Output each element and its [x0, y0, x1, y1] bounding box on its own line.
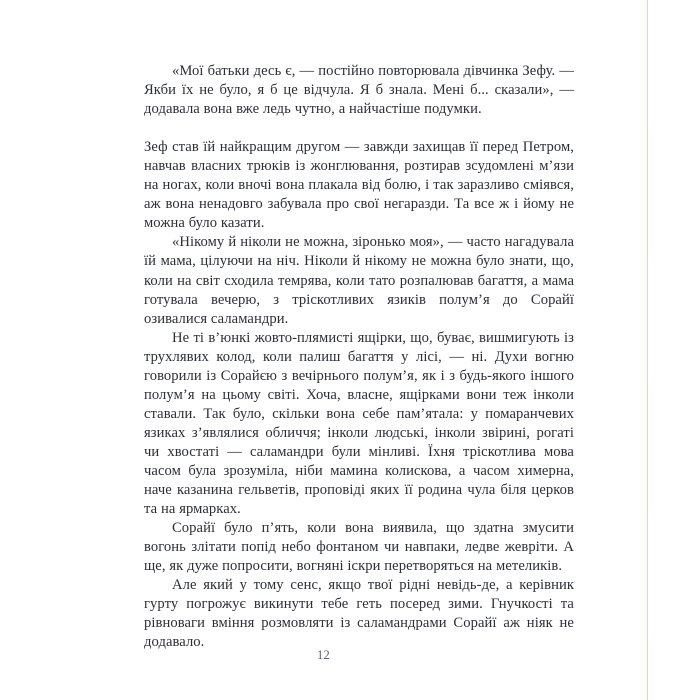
- page-edge-line: [647, 0, 648, 700]
- page-number: 12: [317, 648, 330, 662]
- paragraph: «Нікому й ніколи не можна, зіронько моя», — часто нагадувала їй мама, цілуючи на ніч. Ніколи й нікому не можна було знати, що, коли на світ сходила темрява, коли тато розпалював багаття, а мама готувала вечерю, з тріскотливих язиків полум’я до Сорайї озивалися саламандри.: [144, 234, 574, 327]
- paragraph: Сорайї було п’ять, коли вона виявила, що здатна змусити вогонь злітати попід небо фонтаном чи навпаки, ледве жевріти. А ще, як дуже попросити, вогняні іскри перетворяться на метеликів.: [144, 520, 574, 575]
- paragraph: Але який у тому сенс, якщо твої рідні невідь-де, а керівник гурту погрожує викинути тебе геть посеред зими. Гнучкості та рівноваги вміння розмовляти із саламандрами Сорайї аж ніяк не додавало.: [144, 577, 574, 651]
- paragraph: «Мої батьки десь є, — постійно повторювала дівчинка Зефу. — Якби їх не було, я б це відчула. Я б знала. Мені б... сказали», — додавала вона вже ледь чутно, а найчастіше подумки.: [144, 63, 574, 118]
- paragraph: Не ті в’юнкі жовто-плямисті ящірки, що, буває, вишмигують із трухлявих колод, коли палиш багаття у лісі, — ні. Духи вогню говорили із Сорайєю з вечірнього полум’я, як і з будь-якого іншого полум’я на цьому світі. Хоча, власне, ящірками вони теж інколи ставали. Так було, скільки вона себе пам’ятала: у помаранчевих язиках з’являлися обличчя; інколи людські, інколи звірині, рогаті чи хвостаті — саламандри були мінливі. Їхня тріскотлива мова часом була зрозуміла, ніби мамина колискова, а часом химерна, наче казанина гельветів, проповіді яких її родина чула біля церков та на ярмарках.: [144, 329, 574, 518]
- page-gutter-shading: [640, 0, 647, 700]
- body-text-block: [144, 62, 574, 652]
- paragraph: Зеф став їй найкращим другом — завжди захищав її перед Петром, навчав власних трюків із жонглювання, розтирав зсудомлені м’язи на ногах, коли вночі вона плакала від болю, і так заразливо сміявся, аж вона ненадовго забувала про свої негаразди. Та все ж і йому не можна було казати.: [144, 139, 574, 232]
